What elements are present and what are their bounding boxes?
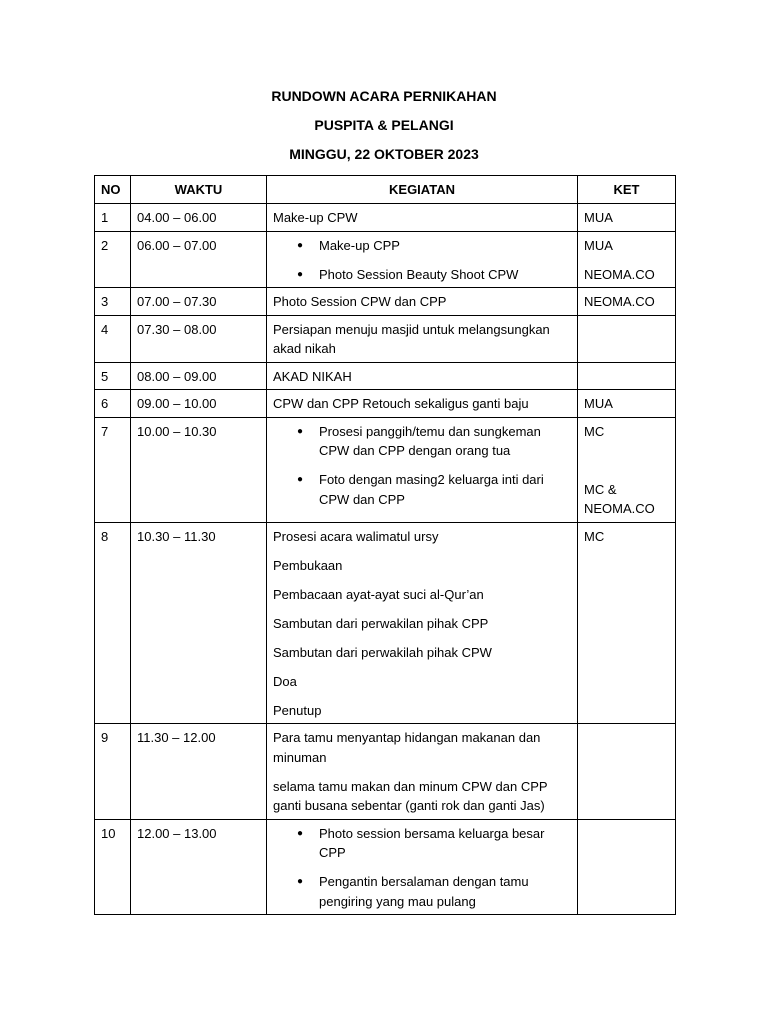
table-row <box>95 204 676 232</box>
ket-text: NEOMA.CO <box>584 266 655 282</box>
kegiatan-text: Penutup <box>273 702 322 718</box>
row-waktu: 08.00 – 09.00 <box>131 362 267 390</box>
row-waktu: 09.00 – 10.00 <box>131 390 267 418</box>
table-row <box>95 522 676 724</box>
row-ket <box>578 315 676 362</box>
header-kegiatan: KEGIATAN <box>267 176 578 204</box>
bullet-item <box>273 470 571 509</box>
bullet-item <box>273 824 571 863</box>
row-no: 4 <box>95 315 131 362</box>
row-waktu: 07.00 – 07.30 <box>131 288 267 316</box>
row-kegiatan <box>267 204 578 232</box>
row-ket <box>578 390 676 418</box>
header-waktu: WAKTU <box>131 176 267 204</box>
row-no: 8 <box>95 522 131 724</box>
kegiatan-text: Persiapan menuju masjid untuk melangsungkan akad nikah <box>273 321 550 356</box>
ket-text: MC <box>584 423 605 439</box>
row-kegiatan <box>267 390 578 418</box>
row-kegiatan <box>267 288 578 316</box>
table-header-row <box>95 176 676 204</box>
kegiatan-text: Make-up CPP <box>319 237 400 253</box>
bullet-icon: ● <box>297 474 304 485</box>
row-ket <box>578 417 676 522</box>
bullet-icon: ● <box>297 239 304 251</box>
kegiatan-text: Prosesi acara walimatul ursy <box>273 528 439 544</box>
ket-text: MUA <box>584 210 613 225</box>
ket-text: MUA <box>584 396 613 411</box>
header-ket: KET <box>578 176 676 204</box>
row-waktu: 04.00 – 06.00 <box>131 204 267 232</box>
title-line-3: MINGGU, 22 OKTOBER 2023 <box>289 146 479 162</box>
header-no: NO <box>95 176 131 204</box>
kegiatan-text: Sambutan dari perwakilah pihak CPW <box>273 644 492 660</box>
table-row <box>95 417 676 522</box>
bullet-icon: ● <box>297 827 304 839</box>
row-no: 10 <box>95 819 131 915</box>
ket-text: MC & NEOMA.CO <box>584 481 655 516</box>
bullet-icon: ● <box>297 876 304 887</box>
kegiatan-text: Prosesi panggih/temu dan sungkeman CPW dan CPP dengan orang tua <box>319 423 541 458</box>
row-kegiatan <box>267 522 578 724</box>
kegiatan-text: Foto dengan masing2 keluarga inti dari CPW dan CPP <box>319 472 544 507</box>
row-no: 3 <box>95 288 131 316</box>
kegiatan-text: selama tamu makan dan minum CPW dan CPP ganti busana sebentar (ganti rok dan ganti Jas) <box>273 778 548 813</box>
row-kegiatan <box>267 417 578 522</box>
row-waktu: 10.00 – 10.30 <box>131 417 267 522</box>
row-ket <box>578 204 676 232</box>
row-waktu: 06.00 – 07.00 <box>131 231 267 288</box>
row-no: 5 <box>95 362 131 390</box>
row-waktu: 07.30 – 08.00 <box>131 315 267 362</box>
row-ket <box>578 288 676 316</box>
row-ket <box>578 522 676 724</box>
kegiatan-text: Doa <box>273 673 297 689</box>
table-row <box>95 231 676 288</box>
kegiatan-text: Make-up CPW <box>273 210 358 225</box>
row-no: 6 <box>95 390 131 418</box>
kegiatan-text: Pengantin bersalaman dengan tamu pengiring yang mau pulang <box>319 874 529 909</box>
bullet-icon: ● <box>297 425 304 437</box>
kegiatan-text: Photo Session Beauty Shoot CPW <box>319 266 519 282</box>
ket-text: NEOMA.CO <box>584 294 655 309</box>
kegiatan-text: AKAD NIKAH <box>273 368 352 384</box>
row-no: 7 <box>95 417 131 522</box>
bullet-item <box>273 265 571 285</box>
kegiatan-text: Pembacaan ayat-ayat suci al-Qur’an <box>273 586 484 602</box>
row-ket <box>578 819 676 915</box>
table-row <box>95 288 676 316</box>
row-ket <box>578 362 676 390</box>
table-row <box>95 724 676 820</box>
document-title-block <box>0 86 768 173</box>
kegiatan-text: Sambutan dari perwakilan pihak CPP <box>273 615 489 631</box>
kegiatan-text: Photo Session CPW dan CPP <box>273 294 447 309</box>
row-kegiatan <box>267 362 578 390</box>
kegiatan-text: Pembukaan <box>273 557 343 573</box>
kegiatan-text: Para tamu menyantap hidangan makanan dan minuman <box>273 730 541 765</box>
rundown-table <box>94 175 676 915</box>
bullet-item <box>273 422 571 461</box>
row-ket <box>578 231 676 288</box>
ket-text: MC <box>584 528 605 544</box>
table-row <box>95 315 676 362</box>
title-line-2: PUSPITA & PELANGI <box>314 117 454 133</box>
table-row <box>95 819 676 915</box>
row-waktu: 10.30 – 11.30 <box>131 522 267 724</box>
row-kegiatan <box>267 231 578 288</box>
row-kegiatan <box>267 724 578 820</box>
bullet-item <box>273 872 571 911</box>
row-waktu: 11.30 – 12.00 <box>131 724 267 820</box>
kegiatan-text: CPW dan CPP Retouch sekaligus ganti baju <box>273 396 529 411</box>
table-row <box>95 390 676 418</box>
row-ket <box>578 724 676 820</box>
kegiatan-text: Photo session bersama keluarga besar CPP <box>319 825 545 860</box>
row-kegiatan <box>267 819 578 915</box>
ket-text: MUA <box>584 237 613 253</box>
bullet-item <box>273 236 571 256</box>
bullet-icon: ● <box>297 268 304 280</box>
row-no: 1 <box>95 204 131 232</box>
table-row <box>95 362 676 390</box>
row-no: 2 <box>95 231 131 288</box>
row-no: 9 <box>95 724 131 820</box>
row-kegiatan <box>267 315 578 362</box>
title-line-1: RUNDOWN ACARA PERNIKAHAN <box>271 88 497 104</box>
row-waktu: 12.00 – 13.00 <box>131 819 267 915</box>
